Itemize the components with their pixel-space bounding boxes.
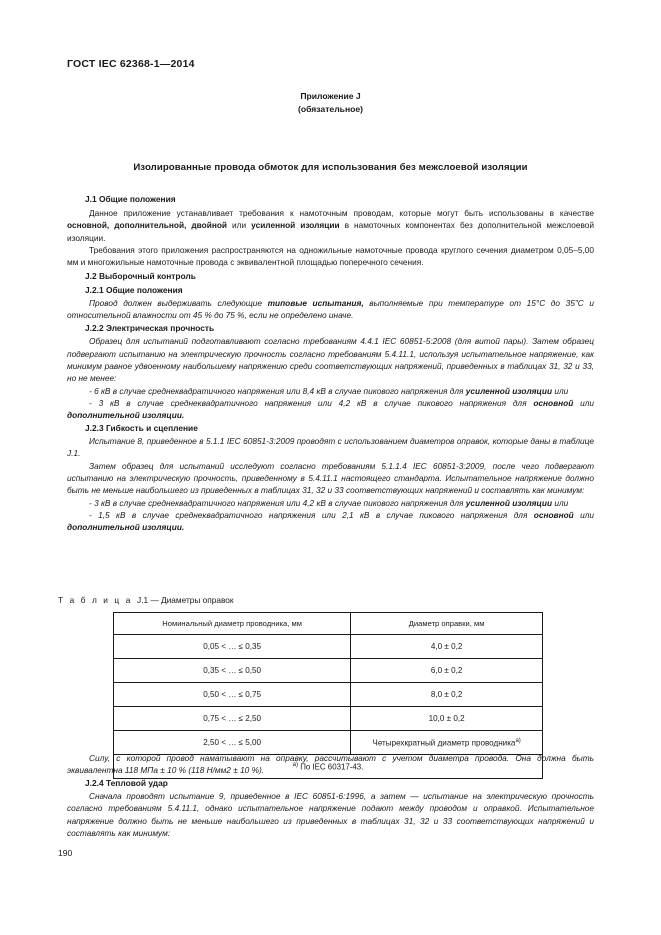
paragraph-j2-1-1 xyxy=(67,297,594,322)
text-fragment: выполняемые при температуре от 15°С до 35"С и относительной влажности от 45 % до 75 %, если не определено иначе. xyxy=(67,298,594,321)
table-header-row-group xyxy=(114,613,543,635)
table-row xyxy=(114,731,543,755)
text-fragment: или xyxy=(573,510,595,521)
table-row xyxy=(114,683,543,707)
cell-conductor-diameter: 0,50 < … ≤ 0,75 xyxy=(114,683,351,707)
cell-mandrel-diameter: 4,0 ± 0,2 xyxy=(351,635,543,659)
annex-title-line: Приложение J xyxy=(300,91,361,101)
dash-item-j2-2-1 xyxy=(67,385,594,397)
text-fragment: Провод должен выдерживать следующие xyxy=(89,298,268,309)
column-header-conductor-diameter: Номинальный диаметр проводника, мм xyxy=(114,613,351,635)
paragraph-j1-1 xyxy=(67,207,594,244)
footnote-marker: а) xyxy=(292,761,298,768)
paragraph-after-table: Силу, с которой провод наматывают на оправку, рассчитывают с учетом диаметра провода. Она должна быть эквивалентна 118 МПа ± 10 % (118 Н/мм2 ± 10 %). xyxy=(67,753,594,776)
cell-conductor-diameter: 2,50 < … ≤ 5,00 xyxy=(114,731,351,755)
document-body xyxy=(67,192,594,534)
text-bold-fragment: усиленной изоляции xyxy=(465,497,553,508)
footnote-text: По IEC 60317-43. xyxy=(300,762,364,772)
text-bold-fragment: усиленной изоляции xyxy=(251,220,340,231)
dash-item-j2-2-2 xyxy=(67,397,594,422)
cell-mandrel-diameter: 6,0 ± 0,2 xyxy=(351,659,543,683)
text-fragment: или xyxy=(573,397,594,408)
table-caption-prefix: Т а б л и ц а xyxy=(58,595,133,605)
text-bold-fragment: дополнительной изоляции. xyxy=(67,522,185,533)
table-header-row xyxy=(114,613,543,635)
text-bold-fragment: типовые испытания, xyxy=(267,298,364,309)
section-heading-j2: J.2 Выборочный контроль xyxy=(85,270,196,281)
cell-text: Четырехкратный диаметр проводника xyxy=(372,738,516,748)
text-fragment: Данное приложение устанавливает требования к намоточным проводам, которые могут быть использованы в качестве xyxy=(89,208,594,218)
section-heading-j1: J.1 Общие положения xyxy=(85,194,176,204)
text-fragment: - 1,5 кВ в случае среднеквадратичного напряжения или 2,1 кВ в случае пикового напряжения для xyxy=(89,510,534,521)
cell-mandrel-diameter: 8,0 ± 0,2 xyxy=(351,683,543,707)
text-fragment: - 3 кВ в случае среднеквадратичного напряжения или 4,2 кВ в случае пикового напряжения для xyxy=(89,497,466,508)
text-fragment: - 3 кВ в случае среднеквадратичного напряжения или 4,2 кВ в случае пикового напряжения для xyxy=(89,397,534,408)
table-row xyxy=(114,707,543,731)
annex-subtitle-line: (обязательное) xyxy=(297,103,364,114)
page-number: 190 xyxy=(58,848,73,858)
text-fragment: или xyxy=(552,385,569,396)
cell-conductor-diameter: 0,05 < … ≤ 0,35 xyxy=(114,635,351,659)
section-heading-j2-3: J.2.3 Гибкость и сцепление xyxy=(85,422,198,433)
standard-reference-header: ГОСТ IEC 62368-1—2014 xyxy=(67,58,195,70)
text-fragment: или xyxy=(227,220,252,231)
dash-item-j2-3-2 xyxy=(67,509,594,534)
text-fragment: или xyxy=(552,497,569,508)
dash-item-j2-3-1 xyxy=(67,497,594,509)
section-heading-j2-1: J.2.1 Общие положения xyxy=(85,284,183,295)
paragraph-j2-3-1: Испытание 8, приведенное в 5.1.1 IEC 60851-3:2009 проводят с использованием диаметров оправок, которые даны в таблице J.1. xyxy=(67,436,594,459)
table-caption-number: J.1 xyxy=(137,595,149,605)
cell-mandrel-diameter: 10,0 ± 0,2 xyxy=(351,707,543,731)
page-title: Изолированные провода обмоток для использования без межслоевой изоляции xyxy=(133,162,528,173)
paragraph-j2-4-1: Сначала проводят испытание 9, приведенное в IEC 60851-6:1996, а затем — испытание на электрическую прочность согласно требованиям 5.4.11.1, однако испытательное напряжение подают между проводом и оправкой. Испытательное напряжение должно быть не меньше наибольшего из приведенных в таблицах 31, 32 и 33 соответствующих напряжений и составлять как минимум: xyxy=(67,791,594,839)
paragraph-j1-2: Требования этого приложения распространяются на одножильные намоточные провода круглого сечения диаметром 0,05–5,00 мм и многожильные намоточные провода с эквивалентной площадью поперечного сечения. xyxy=(67,245,594,268)
table-caption-dash: — xyxy=(150,595,159,605)
document-body-tail xyxy=(67,752,594,839)
paragraph-j2-2-1: Образец для испытаний подготавливают согласно требованиям 4.4.1 IEC 60851-5:2008 (для витой пары). Затем образец подвергают испытанию на электрическую прочность согласно требованиям 5.4.11.1, используя испытательное напряжение, как минимум равное удвоенному наибольшему напряжению среди соответствующих напряжений, приведенных в таблицах 31, 32 и 33, но не менее: xyxy=(67,336,594,384)
text-bold-fragment: основной xyxy=(533,397,574,408)
section-heading-j2-4: J.2.4 Тепловой удар xyxy=(85,777,168,788)
text-bold-fragment: дополнительной изоляции. xyxy=(67,410,185,421)
paragraph-j2-3-2: Затем образец для испытаний исследуют согласно требованиям 5.1.1.4 IEC 60851-3:2009, после чего подвергают испытанию на электрическую прочность, приведенному в 5.4.11.1 настоящего стандарта. Испытательное напряжение должно быть не меньше наибольшего из приведенных в таблицах 31, 32 и 33 соответствующих напряжений и составлять как минимум: xyxy=(67,460,594,496)
cell-mandrel-diameter xyxy=(351,731,543,755)
text-bold-fragment: усиленной изоляции xyxy=(465,385,553,396)
table-caption-title: Диаметры оправок xyxy=(161,595,234,605)
table-caption xyxy=(58,595,234,605)
text-bold-fragment: основной, дополнительной, двойной xyxy=(67,220,228,231)
annex-designation xyxy=(67,90,594,115)
cell-conductor-diameter: 0,35 < … ≤ 0,50 xyxy=(114,659,351,683)
text-fragment: - 6 кВ в случае среднеквадратичного напряжения или 8,4 кВ в случае пикового напряжения для xyxy=(89,385,466,396)
footnote-reference: а) xyxy=(515,737,521,744)
table-row xyxy=(114,635,543,659)
column-header-mandrel-diameter: Диаметр оправки, мм xyxy=(351,613,543,635)
section-heading-j2-2: J.2.2 Электрическая прочность xyxy=(85,322,215,333)
text-bold-fragment: основной xyxy=(533,510,574,521)
table-row xyxy=(114,659,543,683)
text-fragment: в намоточных компонентах без дополнительной межслоевой изоляции. xyxy=(67,220,595,243)
cell-conductor-diameter: 0,75 < … ≤ 2,50 xyxy=(114,707,351,731)
